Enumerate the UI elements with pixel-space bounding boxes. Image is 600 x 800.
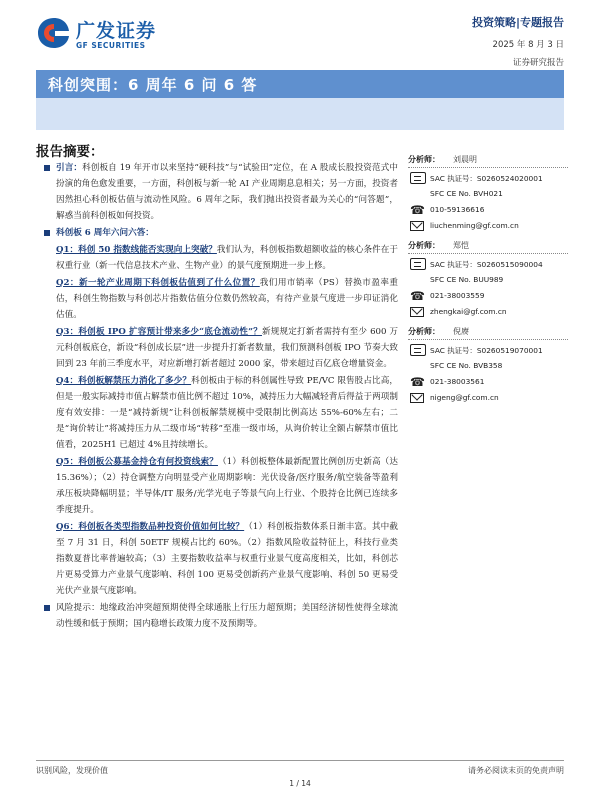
report-title: 科创突围：6 周年 6 问 6 答: [48, 76, 258, 94]
answer-5: （1）科创板整体最新配置比例创历史新高（达 15.36%）；（2）持仓调整方向明显受产业周期影响：光伏设备/医疗服务/航空装备等盈利承压板块降幅明显；半导体/IT 服务/光学光电子等景气向上行业、个股持仓比例已连续多季度提升。: [56, 457, 399, 515]
qa-item-5: [42, 454, 398, 518]
question-1: Q1：科创 50 指数线能否实现向上突破？: [56, 245, 217, 255]
page-number: 1 / 14: [289, 779, 311, 788]
analyst-phone: ☎ 010-59136616: [410, 203, 485, 217]
analyst-sfc: SFC CE No. BUU989: [430, 275, 504, 284]
risk-paragraph: 风险提示：地缘政治冲突超预期使得全球通胀上行压力超预期；美国经济韧性使得全球流动性缓和低于预期；国内稳增长政策力度不及预期等。: [42, 600, 398, 632]
qa-item-3: [42, 324, 398, 372]
analyst-sac: SAC 执证号：S0260519070001: [408, 344, 568, 358]
intro-text: 科创板自 19 年开市以来坚持“硬科技”与“试验田”定位，在 A 股成长股投资范式中扮演的角色愈发重要，一方面，科创板与新一轮 AI 产业周期息息相关；另一方面，投资者因然担心科创板估值与流动性风险。6 周年之际，我们抛出投资者最为关心的“问答题”，解惑当前科创板如何投资。: [56, 163, 398, 221]
intro-paragraph: [42, 160, 398, 224]
logo-text-cn: 广发证券: [76, 20, 157, 42]
phone-icon: ☎: [410, 203, 425, 217]
analyst-phone: ☎ 021-38003559: [410, 289, 485, 303]
report-date: 2025 年 8 月 3 日: [492, 40, 564, 50]
abstract-body: [42, 160, 398, 633]
analyst-name: 倪赓: [453, 327, 469, 336]
footer-slogan: 识别风险，发现价值: [36, 766, 108, 775]
phone-icon: ☎: [410, 375, 425, 389]
answer-3: 新规规定打新者需持有至少 600 万元科创板底仓，新设“科创成长层”进一步提升打新者数量，我们预测科创板 IPO 节奏大致回到 23 年前三季度水平，对应新增打新者超过 2000 家，带来超过百亿底仓增量资金。: [56, 327, 398, 369]
analyst-sac: SAC 执证号：S0260524020001: [408, 172, 568, 186]
phone-icon: ☎: [410, 289, 425, 303]
gf-logo: [36, 14, 166, 54]
analyst-name: 刘晨明: [453, 155, 477, 164]
analyst-sidebar: [408, 152, 568, 410]
question-3: Q3：科创板 IPO 扩容预计带来多少“底仓流动性”？: [56, 327, 262, 337]
abstract-title: 报告摘要：: [36, 144, 104, 160]
report-dept: 证券研究报告: [512, 58, 564, 68]
question-2: Q2：新一轮产业周期下科创板估值到了什么位置？: [56, 278, 260, 288]
six-qa-heading: 科创板 6 周年六问六答：: [42, 225, 398, 241]
analyst-email[interactable]: liuchenming@gf.com.cn: [408, 220, 568, 234]
analyst-sac: SAC 执证号：S0260515090004: [408, 258, 568, 272]
footer-divider: [36, 760, 564, 761]
question-4: Q4：科创板解禁压力消化了多少？: [56, 376, 192, 386]
analyst-name: 郑恺: [453, 241, 469, 250]
question-6: Q6：科创板各类型指数品种投资价值如何比较？: [56, 522, 245, 532]
analyst-sfc: SFC CE No. BVH021: [430, 189, 503, 198]
footer-disclaimer: 请务必阅读末页的免责声明: [468, 766, 564, 775]
analyst-email[interactable]: zhengkai@gf.com.cn: [408, 306, 568, 320]
answer-1: 我们认为，科创板指数超额收益的核心条件在于权重行业（新一代信息技术产业、生物产业）的景气度预期进一步上修。: [56, 245, 398, 271]
qa-item-4: [42, 373, 398, 453]
title-banner: [36, 70, 564, 130]
answer-2: 我们用市销率（PS）替换市盈率重估，科创生物指数与科创芯片指数估值分位数仍然较高，有待产业景气度进一步印证消化估值。: [56, 278, 399, 320]
question-5: Q5：科创板公募基金持仓有何投资线索？: [56, 457, 218, 467]
logo-text-en: GF SECURITIES: [76, 41, 146, 50]
gf-logo-icon: [36, 16, 72, 50]
analyst-label: 分析师：: [408, 154, 568, 168]
report-type: 投资策略|专题报告: [471, 16, 564, 29]
analyst-label: 分析师：: [408, 326, 568, 340]
intro-label: 引言：: [56, 163, 83, 173]
analyst-card: [408, 238, 568, 324]
answer-4: 科创板由于标的科创属性导致 PE/VC 限售股占比高，但是一般实际减持市值占解禁市值比例不超过 10%，减持压力大幅减轻背后得益于两项制度有效安排：一是“减持新规”让科创板解禁规模中受限制比例高达 55%-60%左右；二是“询价转让”将减持压力从二级市场“转移”至准一级市场，从询价转让全额占解禁市值比值看，2025H1 已超过 4%且持续增长。: [56, 376, 398, 450]
certificate-icon: [410, 258, 426, 270]
analyst-email[interactable]: nigeng@gf.com.cn: [408, 392, 568, 406]
certificate-icon: [410, 344, 426, 356]
qa-item-6: [42, 519, 398, 599]
analyst-card: [408, 152, 568, 238]
mail-icon: [410, 307, 424, 317]
analyst-card: [408, 324, 568, 410]
report-meta: [472, 14, 564, 68]
certificate-icon: [410, 172, 426, 184]
analyst-sfc: SFC CE No. BVB358: [430, 361, 503, 370]
mail-icon: [410, 393, 424, 403]
answer-6: （1）科创板指数体系日渐丰富。其中截至 7 月 31 日，科创 50ETF 规模占比约 60%。（2）指数风险收益特征上，科技行业类指数夏普比率普遍较高；（3）主要指数收益率与权重行业景气度高度相关，比如，科创芯片更易受算力产业景气度影响、科创 100 更易受创新药产业景气度影响、科创 50 更易受光伏产业景气度影响。: [56, 522, 398, 596]
mail-icon: [410, 221, 424, 231]
analyst-label: 分析师：: [408, 240, 568, 254]
analyst-phone: ☎ 021-38003561: [410, 375, 485, 389]
qa-item-2: [42, 275, 398, 323]
qa-item-1: [42, 242, 398, 274]
